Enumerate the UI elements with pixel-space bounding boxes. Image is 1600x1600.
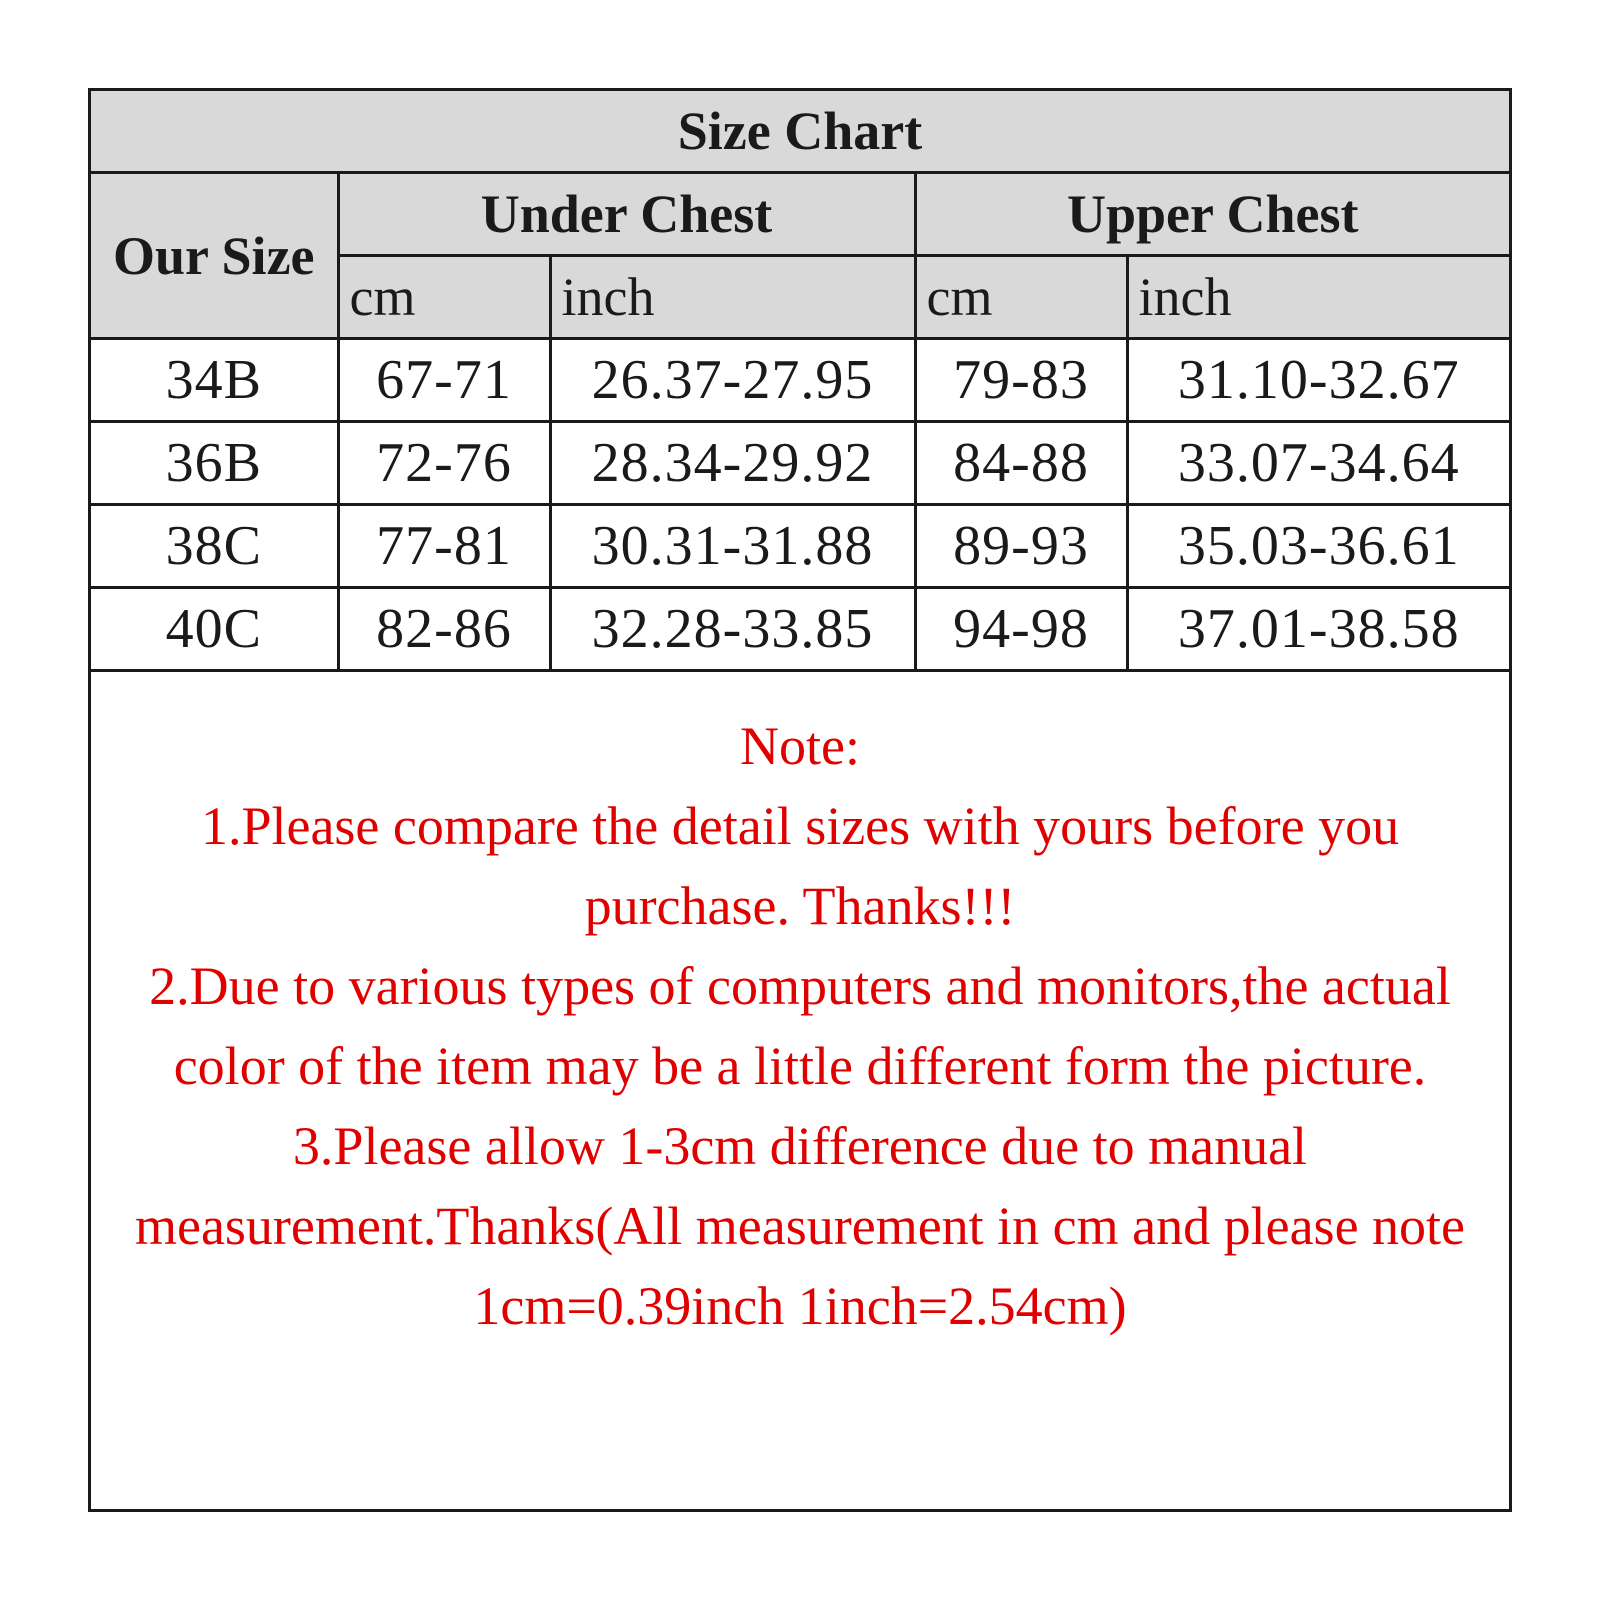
under-chest-inch-cell: 30.31-31.88 [550,505,915,588]
under-chest-header: Under Chest [338,173,915,256]
table-row [91,339,1509,422]
table-title: Size Chart [91,91,1509,173]
upper-chest-cm-cell: 79-83 [915,339,1127,422]
size-cell: 34B [91,339,338,422]
upper-chest-cm-cell: 94-98 [915,588,1127,671]
under-chest-cm-cell: 77-81 [338,505,550,588]
upper-chest-cm-cell: 84-88 [915,422,1127,505]
upper-chest-header: Upper Chest [915,173,1509,256]
under-chest-inch-header: inch [550,256,915,339]
note-line-2: 2.Due to various types of computers and monitors,the actual color of the item may be a little different form the picture. [149,956,1451,1096]
size-table [91,91,1509,672]
upper-chest-inch-header: inch [1127,256,1509,339]
table-row [91,505,1509,588]
note-line-1: 1.Please compare the detail sizes with yours before you purchase. Thanks!!! [200,796,1400,936]
under-chest-inch-cell: 32.28-33.85 [550,588,915,671]
upper-chest-cm-cell: 89-93 [915,505,1127,588]
upper-chest-inch-cell: 35.03-36.61 [1127,505,1509,588]
under-chest-cm-header: cm [338,256,550,339]
under-chest-inch-cell: 28.34-29.92 [550,422,915,505]
upper-chest-inch-cell: 31.10-32.67 [1127,339,1509,422]
under-chest-cm-cell: 72-76 [338,422,550,505]
table-row [91,422,1509,505]
table-row [91,588,1509,671]
size-cell: 40C [91,588,338,671]
our-size-header: Our Size [91,173,338,339]
under-chest-inch-cell: 26.37-27.95 [550,339,915,422]
note-heading: Note: [740,716,860,776]
under-chest-cm-cell: 82-86 [338,588,550,671]
size-chart-sheet [88,88,1512,1512]
upper-chest-inch-cell: 37.01-38.58 [1127,588,1509,671]
note-line-3: 3.Please allow 1-3cm difference due to manual measurement.Thanks(All measurement in cm and please note 1cm=0.39inch 1inch=2.54cm) [134,1116,1466,1336]
under-chest-cm-cell: 67-71 [338,339,550,422]
upper-chest-inch-cell: 33.07-34.64 [1127,422,1509,505]
upper-chest-cm-header: cm [915,256,1127,339]
size-cell: 36B [91,422,338,505]
notes-section [91,676,1509,1346]
size-cell: 38C [91,505,338,588]
